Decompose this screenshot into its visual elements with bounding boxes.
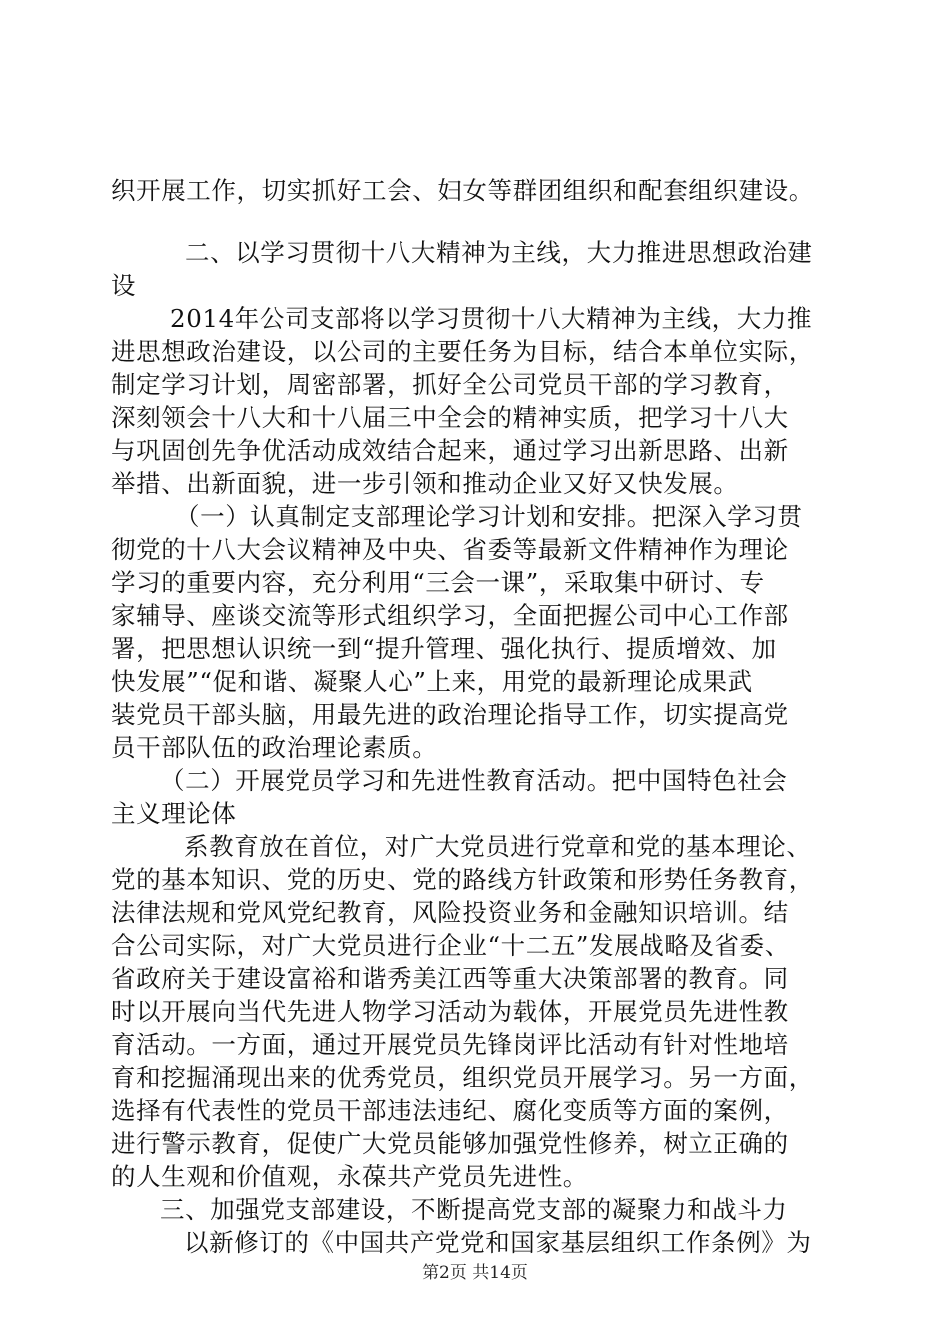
body-line: 与巩固创先争优活动成效结合起来，通过学习出新思路、出新: [111, 436, 789, 465]
body-line: 省政府关于建设富裕和谐秀美江西等重大决策部署的教育。同: [111, 964, 789, 993]
section-heading: 设: [111, 271, 137, 300]
body-line: 装党员干部头脑，用最先进的政治理论指导工作，切实提高党: [111, 700, 789, 729]
body-line: 以新修订的《中国共产党党和国家基层组织工作条例》为: [184, 1228, 812, 1257]
body-line: 署，把思想认识统一到“提升管理、强化执行、提质增效、加: [111, 634, 777, 663]
section-heading: 二、以学习贯彻十八大精神为主线，大力推进思想政治建: [185, 238, 813, 267]
body-line: 2014年公司支部将以学习贯彻十八大精神为主线，大力推: [170, 304, 813, 333]
page-number-footer: 第2页 共14页: [422, 1263, 528, 1283]
body-line: 快发展”“促和谐、凝聚人心”上来，用党的最新理论成果武: [111, 667, 753, 696]
body-line: （一）认真制定支部理论学习计划和安排。把深入学习贯: [175, 502, 803, 531]
body-line: 的人生观和价值观，永葆共产党员先进性。: [111, 1162, 588, 1191]
body-line: 育和挖掘涌现出来的优秀党员，组织党员开展学习。另一方面，: [111, 1063, 814, 1092]
body-line: 进行警示教育，促使广大党员能够加强党性修养，树立正确的: [111, 1129, 789, 1158]
body-line: 制定学习计划，周密部署，抓好全公司党员干部的学习教育，: [111, 370, 789, 399]
body-line: 合公司实际，对广大党员进行企业“十二五”发展战略及省委、: [111, 931, 790, 960]
body-line: 选择有代表性的党员干部违法违纪、腐化变质等方面的案例，: [111, 1096, 789, 1125]
body-line: 家辅导、座谈交流等形式组织学习，全面把握公司中心工作部: [111, 601, 789, 630]
body-line: 时以开展向当代先进人物学习活动为载体，开展党员先进性教: [111, 997, 789, 1026]
body-line: 彻党的十八大会议精神及中央、省委等最新文件精神作为理论: [111, 535, 789, 564]
body-line: 深刻领会十八大和十八届三中全会的精神实质，把学习十八大: [111, 403, 789, 432]
body-line: 进思想政治建设，以公司的主要任务为目标，结合本单位实际，: [111, 337, 814, 366]
body-line: 举措、出新面貌，进一步引领和推动企业又好又快发展。: [111, 469, 739, 498]
body-line: 法律法规和党风党纪教育，风险投资业务和金融知识培训。结: [111, 898, 789, 927]
body-line: 织开展工作，切实抓好工会、妇女等群团组织和配套组织建设。: [111, 176, 814, 205]
body-line: （二）开展党员学习和先进性教育活动。把中国特色社会: [160, 766, 788, 795]
body-line: 育活动。一方面，通过开展党员先锋岗评比活动有针对性地培: [111, 1030, 789, 1059]
body-line: 系教育放在首位，对广大党员进行党章和党的基本理论、: [184, 832, 812, 861]
body-line: 员干部队伍的政治理论素质。: [111, 733, 438, 762]
body-line: 学习的重要内容，充分利用“三会一课”，采取集中研讨、专: [111, 568, 765, 597]
section-heading: 三、加强党支部建设，不断提高党支部的凝聚力和战斗力: [160, 1195, 788, 1224]
body-line: 主义理论体: [111, 799, 237, 828]
body-line: 党的基本知识、党的历史、党的路线方针政策和形势任务教育，: [111, 865, 814, 894]
